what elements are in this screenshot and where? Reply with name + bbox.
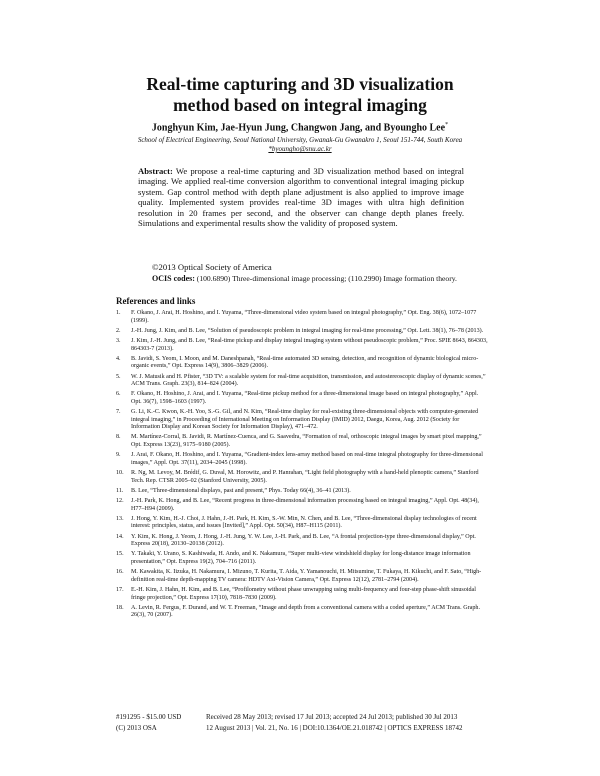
abstract-text: We propose a real-time capturing and 3D visualization method based on integral imaging. We applied real-time conversion algorithm to conventional integral imaging pickup system. Gap control method with depth plane adjustment is also applied to improve image quality. Implemented system provides real-time 3D images with ultra high definition resolution in 20 frames per second, and the observer can change depth planes freely. Simulations and experimental results show the validity of proposed system. (138, 166, 464, 229)
footer-osa: (C) 2013 OSA (116, 724, 157, 732)
email-link[interactable]: *byoungho@snu.ac.kr (268, 145, 332, 153)
footer-citation: 12 August 2013 | Vol. 21, No. 16 | DOI:10.1364/OE.21.018742 | OPTICS EXPRESS 18742 (206, 724, 463, 732)
reference-item: 5. W. J. Matusik and H. Pfister, “3D TV: a scalable system for real-time acquisition, transmission, and autostereoscopic display of dynamic scenes,” ACM Trans. Graph. 23(3), 814–824 (2004). (116, 373, 486, 388)
reference-item: 17. E.-H. Kim, J. Hahn, H. Kim, and B. Lee, “Profilometry without phase unwrapping using multi-frequency and four-step phase-shift sinusoidal fringe projection,” Opt. Express 17(10), 7818–7830 (2009). (116, 586, 476, 601)
ocis-label: OCIS codes: (152, 274, 195, 283)
reference-item: 11. B. Lee, “Three-dimensional displays, past and present,” Phys. Today 66(4), 36–41 (2013). (116, 487, 351, 494)
reference-item: 16. M. Kawakita, K. Iizuka, H. Nakamura, I. Mizuno, T. Kurita, T. Aida, Y. Yamanouchi, H. Mitsumine, T. Fukaya, H. Kikuchi, and F. Sato, “High-definition real-time depth-mapping TV camera: HDTV Axi-Vision Camera,” Opt. Express 12(12), 2781–2794 (2004). (116, 569, 482, 583)
reference-item: 3. J. Kim, J.-H. Jung, and B. Lee, “Real-time pickup and display integral imaging system without pseudoscopic problem,” Proc. SPIE 8643, 864303, 864303-7 (2013). (116, 337, 488, 352)
reference-item: 12. J.-H. Park, K. Hong, and B. Lee, “Recent progress in three-dimensional information processing based on integral imaging,” Appl. Opt. 48(34), H77–H94 (2009). (116, 498, 479, 512)
reference-item: 18. A. Levin, R. Fergus, F. Durand, and W. T. Freeman, “Image and depth from a conventional camera with a coded aperture,” ACM Trans. Graph. 26(3), 70 (2007). (116, 604, 480, 619)
reference-item: 15. Y. Takaki, Y. Urano, S. Kashiwada, H. Ando, and K. Nakamura, “Super multi-view windshield display for long-distance image information presentation,” Opt. Express 19(2), 704–716 (2011). (116, 551, 471, 565)
references-heading: References and links (116, 296, 196, 306)
ocis-text: (100.6890) Three-dimensional image processing; (110.2990) Image formation theory. (194, 274, 457, 283)
references-list (116, 310, 488, 622)
copyright-notice: ©2013 Optical Society of America (152, 262, 272, 272)
reference-item: 7. G. Li, K.-C. Kwon, K.-H. Yoo, S.-G. Gil, and N. Kim, “Real-time display for real-existing three-dimensional objects with computer-generated integral imaging,” in Proceeding of International Meeting on Information Display (IMID) 2012, Daegu, Korea, Aug. 2012 (Society for Information Display and Korean Society for Information Display), 471–472. (116, 409, 479, 431)
footer-dates: Received 28 May 2013; revised 17 Jul 2013; accepted 24 Jul 2013; published 30 Jul 2013 (206, 713, 458, 721)
title-line-2: method based on integral imaging (173, 95, 427, 115)
ocis-codes (152, 274, 464, 283)
reference-item: 6. F. Okano, H. Hoshino, J. Arai, and I. Yuyama, “Real-time pickup method for a three-dimensional image based on integral photography,” Appl. Opt. 36(7), 1598–1603 (1997). (116, 391, 479, 405)
footer-price: #191295 - $15.00 USD (116, 713, 182, 721)
reference-item: 4. B. Javidi, S. Yeom, I. Moon, and M. Daneshpanah, “Real-time automated 3D sensing, detection, and recognition of dynamic biological micro-organic events,” Opt. Express 14(9), 3806–3829 (2006). (116, 355, 479, 370)
paper-title (0, 74, 600, 116)
title-line-1: Real-time capturing and 3D visualization (146, 74, 454, 94)
abstract (138, 166, 464, 228)
author-list (0, 122, 600, 133)
reference-item: 9. J. Arai, F. Okano, H. Hoshino, and I. Yuyama, “Gradient-index lens-array method based on real-time integral photography for three-dimensional images,” Appl. Opt. 37(11), 2034–2045 (1998). (116, 452, 483, 466)
corresponding-mark: * (445, 122, 449, 128)
reference-item: 14. Y. Kim, K. Hong, J. Yeom, J. Hong, J.-H. Jung, Y. W. Lee, J.-H. Park, and B. Lee, “A frontal projection-type three-dimensional display,” Opt. Express 20(18), 20130–20138 (2012). (116, 533, 476, 548)
reference-item: 2. J.-H. Jung, J. Kim, and B. Lee, “Solution of pseudoscopic problem in integral imaging for real-time processing,” Opt. Lett. 38(1), 76–78 (2013). (116, 327, 484, 334)
reference-item: 10. R. Ng, M. Levoy, M. Brédif, G. Duval, M. Horowitz, and P. Hanrahan, “Light field photography with a hand-held plenoptic camera,” Stanford Tech. Rep. CTSR 2005–02 (Stanford University, 2005). (116, 470, 479, 484)
authors-text: Jonghyun Kim, Jae-Hyun Jung, Changwon Jang, and Byoungho Lee (151, 122, 446, 134)
reference-item: 1. F. Okano, J. Arai, H. Hoshino, and I. Yuyama, “Three-dimensional video system based on integral photography,” Opt. Eng. 38(6), 1072–1077 (1999). (116, 310, 477, 324)
abstract-label: Abstract: (138, 166, 173, 176)
reference-item: 8. M. Martínez-Corral, B. Javidi, R. Martínez-Cuenca, and G. Saavedra, “Formation of real, orthoscopic integral images by smart pixel mapping,” Opt. Express 13(23), 9175–9180 (2005). (116, 434, 482, 449)
reference-item: 13. J. Hong, Y. Kim, H.-J. Choi, J. Hahn, J.-H. Park, H. Kim, S.-W. Min, N. Chen, and B. Lee, “Three-dimensional display technologies of recent interest: principles, status, and issues [Invited],” Appl. Opt. 50(34), H87–H115 (2011). (116, 515, 477, 530)
affiliation: School of Electrical Engineering, Seoul National University, Gwanak-Gu Gwanakro 1, Seoul 151-744, South Korea (137, 136, 463, 144)
